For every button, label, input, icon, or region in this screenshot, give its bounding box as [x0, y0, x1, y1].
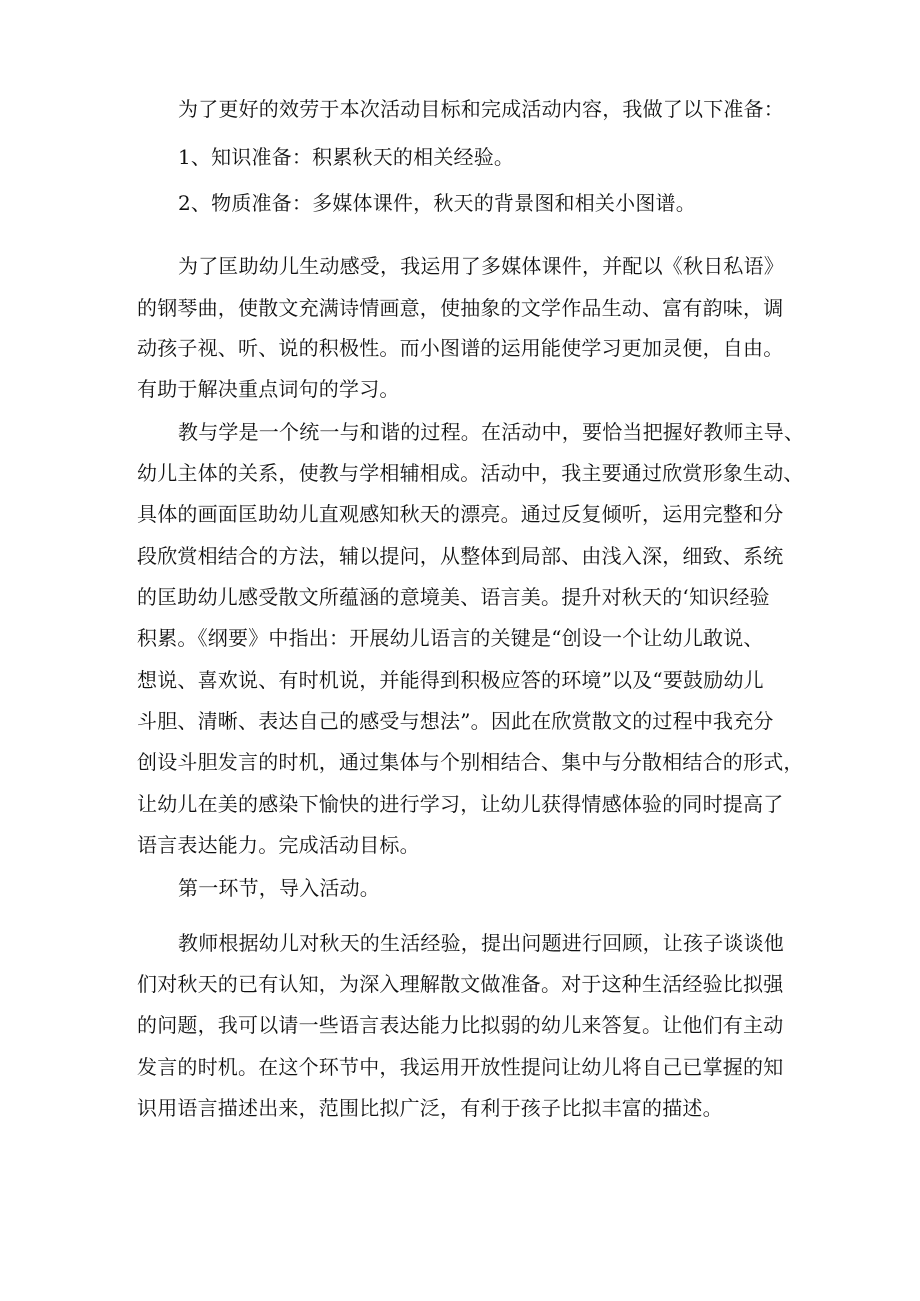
- paragraph-line: 积累。《纲要》中指出：开展幼儿语言的关键是“创设一个让幼儿敢说、: [137, 626, 764, 650]
- paragraph-line: 的匡助幼儿感受散文所蕴涵的意境美、语言美。提升对秋天的‘知识经验: [137, 585, 770, 609]
- paragraph-line: 段欣赏相结合的方法，辅以提问，从整体到局部、由浅入深，细致、系统: [137, 544, 784, 568]
- preparation-intro: 为了更好的效劳于本次活动目标和完成活动内容，我做了以下准备：: [178, 97, 784, 121]
- paragraph-line: 的钢琴曲，使散文充满诗情画意，使抽象的文学作品生动、富有韵味，调: [137, 296, 784, 320]
- paragraph-line: 教与学是一个统一与和谐的过程。在活动中，要恰当把握好教师主导、: [178, 420, 805, 444]
- paragraph-line: 的问题，我可以请一些语言表达能力比拟弱的幼儿来答复。让他们有主动: [137, 1013, 784, 1037]
- paragraph-line: 斗胆、清晰、表达自己的感受与想法”。因此在欣赏散文的过程中我充分: [137, 709, 774, 733]
- preparation-item-materials: 2、物质准备：多媒体课件，秋天的背景图和相关小图谱。: [178, 191, 696, 215]
- paragraph-line: 想说、喜欢说、有时机说，并能得到积极应答的环境”以及“要鼓励幼儿: [137, 668, 764, 692]
- paragraph-line: 有助于解决重点词句的学习。: [137, 377, 400, 401]
- section-heading: 第一环节，导入活动。: [178, 876, 380, 900]
- preparation-item-knowledge: 1、知识准备：积累秋天的相关经验。: [178, 145, 515, 169]
- paragraph-line: 语言表达能力。完成活动目标。: [137, 833, 420, 857]
- paragraph-line: 幼儿主体的关系，使教与学相辅相成。活动中，我主要通过欣赏形象生动、: [137, 461, 804, 485]
- paragraph-line: 具体的画面匡助幼儿直观感知秋天的漂亮。通过反复倾听，运用完整和分: [137, 502, 784, 526]
- paragraph-line: 创设斗胆发言的时机，通过集体与个别相结合、集中与分散相结合的形式，: [137, 750, 804, 774]
- paragraph-line: 识用语言描述出来，范围比拟广泛，有利于孩子比拟丰富的描述。: [137, 1096, 723, 1120]
- paragraph-line: 发言的时机。在这个环节中，我运用开放性提问让幼儿将自己已掌握的知: [137, 1055, 784, 1079]
- paragraph-line: 让幼儿在美的感染下愉快的进行学习，让幼儿获得情感体验的同时提高了: [137, 792, 784, 816]
- paragraph-line: 教师根据幼儿对秋天的生活经验，提出问题进行回顾，让孩子谈谈他: [178, 931, 784, 955]
- paragraph-line: 们对秋天的已有认知，为深入理解散文做准备。对于这种生活经验比拟强: [137, 972, 784, 996]
- paragraph-line: 动孩子视、听、说的积极性。而小图谱的运用能使学习更加灵便，自由。: [137, 336, 784, 360]
- paragraph-line: 为了匡助幼儿生动感受，我运用了多媒体课件，并配以《秋日私语》: [178, 254, 784, 278]
